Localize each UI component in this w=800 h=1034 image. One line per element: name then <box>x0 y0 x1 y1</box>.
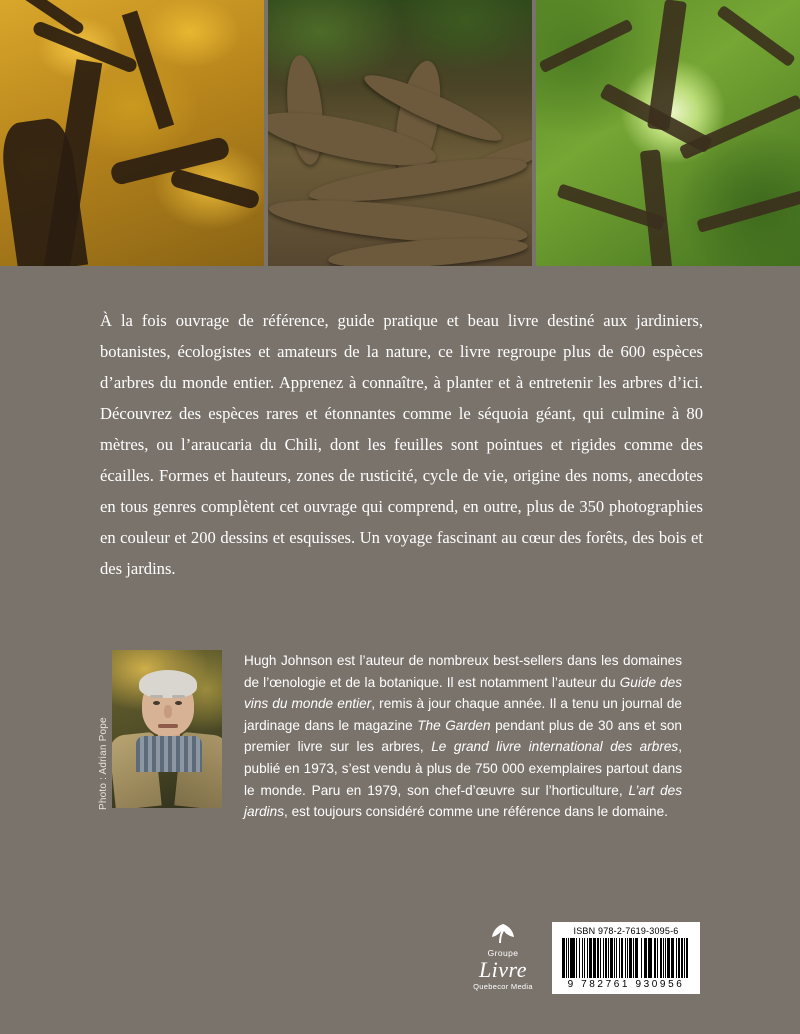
barcode-digits: 9 782761 930956 <box>567 979 685 990</box>
green-canopy-photo <box>536 0 800 266</box>
autumn-tree-photo <box>0 0 264 266</box>
photo-credit: Photo : Adrian Pope <box>98 717 109 810</box>
branch-shape <box>538 19 633 74</box>
back-cover-blurb: À la fois ouvrage de référence, guide pratique et beau livre destiné aux jardiniers, botanistes, écologistes et amateurs de la nature, ce livre regroupe plus de 600 espèces d’arbres du monde entier. Apprenez à connaître, à planter et à entretenir les arbres d’ici. Découvrez des espèces rares et étonnantes comme le séquoia géant, qui culmine à 80 mètres, ou l’araucaria du Chili, dont les feuilles sont pointues et rigides comme des écailles. Formes et hauteurs, zones de rusticité, cycle de vie, origine des noms, anecdotes en tous genres complètent cet ouvrage qui comprend, en outre, plus de 350 photographies en couleur et 200 dessins et esquisses. Un voyage fascinant au cœur des forêts, des bois et des jardins. <box>100 311 703 578</box>
cover-photo-band <box>0 0 800 266</box>
trunk-shape <box>640 149 672 266</box>
mouth-shape <box>158 724 178 728</box>
author-bio: Hugh Johnson est l’auteur de nombreux best-sellers dans les domaines de l’œnologie et de la botanique. Il est notamment l’auteur du Guide des vins du monde entier, remis à jour chaque année. Il a tenu un journal de jardinage dans le magazine The Garden pendant plus de 30 ans et son premier livre sur les arbres, Le grand livre international des arbres, publié en 1973, s’est vendu à plus de 750 000 exemplaires partout dans le monde. Paru en 1979, son chef-d’œuvre sur l’horticulture, L’art des jardins, est toujours considéré comme une référence dans le domaine. <box>244 653 682 820</box>
author-portrait <box>112 650 222 808</box>
branch-shape <box>696 190 800 233</box>
barcode-bar <box>688 938 690 978</box>
author-block <box>98 650 703 823</box>
branch-shape <box>169 168 260 210</box>
barcode-block <box>552 922 700 994</box>
jungle-roots-photo <box>268 0 532 266</box>
eye-shape <box>153 701 160 705</box>
eyebrow-shape <box>172 695 185 698</box>
barcode-bars <box>558 938 694 978</box>
shirt-shape <box>136 736 202 772</box>
publisher-name: Livre <box>478 957 528 982</box>
eye-shape <box>175 701 182 705</box>
leaf-icon <box>488 922 518 946</box>
branch-shape <box>679 94 800 160</box>
publisher-logo <box>463 922 543 991</box>
publisher-parent: Quebecor Media <box>473 982 533 991</box>
eyebrow-shape <box>150 695 163 698</box>
branch-shape <box>716 5 796 68</box>
isbn-label: ISBN 978-2-7619-3095-6 <box>573 926 679 936</box>
publisher-groupe-label: Groupe <box>487 948 519 958</box>
nose-shape <box>164 705 172 718</box>
hair-shape <box>139 670 197 698</box>
